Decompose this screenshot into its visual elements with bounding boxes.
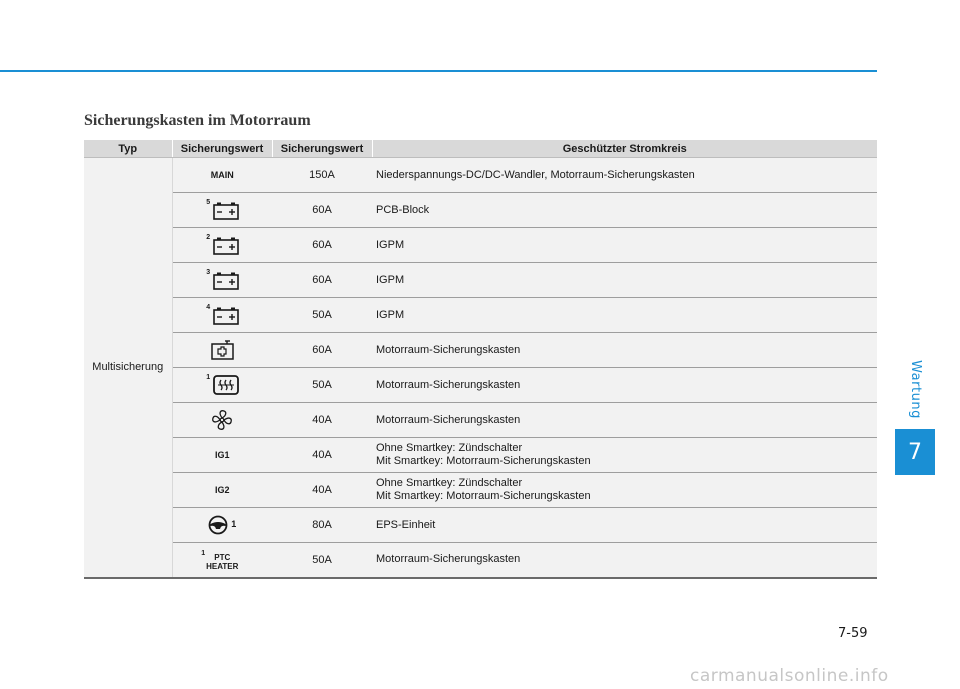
fuse-symbol <box>172 368 272 403</box>
symbol-superscript: 5 <box>206 199 211 206</box>
fuse-value: 60A <box>272 193 372 228</box>
fuse-table <box>84 140 877 579</box>
battery-icon <box>213 237 239 255</box>
symbol-superscript: 1 <box>206 374 211 381</box>
table-row <box>84 263 877 298</box>
circuit-text: Motorraum-Sicherungskasten <box>376 378 521 391</box>
steering-wheel-icon <box>208 515 228 535</box>
fuse-symbol <box>172 228 272 263</box>
circuit-text: Ohne Smartkey: Zündschalter <box>376 442 523 454</box>
circuit-text-line2: Mit Smartkey: Motorraum-Sicherungskasten <box>376 455 591 467</box>
top-rule <box>0 70 877 72</box>
fuse-symbol <box>172 508 272 543</box>
fuse-value: 60A <box>272 333 372 368</box>
symbol-superscript: 1 <box>201 549 206 557</box>
table-row <box>84 298 877 333</box>
fuse-symbol <box>172 438 272 473</box>
protected-circuit <box>372 368 877 403</box>
protected-circuit <box>372 403 877 438</box>
table-row <box>84 228 877 263</box>
protected-circuit <box>372 193 877 228</box>
header-geschuetzter-stromkreis: Geschützter Stromkreis <box>372 140 877 158</box>
circuit-text-line2: Mit Smartkey: Motorraum-Sicherungskasten <box>376 490 591 502</box>
symbol-label-line2: HEATER <box>206 561 239 571</box>
fuse-value: 50A <box>272 298 372 333</box>
fuse-symbol <box>172 473 272 508</box>
circuit-text: IGPM <box>376 273 405 286</box>
table-row <box>84 508 877 543</box>
fuse-symbol <box>172 193 272 228</box>
fuse-symbol <box>172 403 272 438</box>
circuit-text: PCB-Block <box>376 203 430 216</box>
fuse-value: 50A <box>272 543 372 578</box>
fuse-value: 150A <box>272 158 372 193</box>
fuse-value: 60A <box>272 263 372 298</box>
symbol-label: IG1 <box>214 450 230 460</box>
rear-defroster-icon <box>213 375 239 395</box>
protected-circuit <box>372 543 877 578</box>
symbol-superscript: 2 <box>206 234 211 241</box>
symbol-label: IG2 <box>214 485 230 495</box>
circuit-text: Motorraum-Sicherungskasten <box>376 553 521 566</box>
page-number: 7-59 <box>838 626 868 641</box>
chapter-number-box: 7 <box>895 429 935 475</box>
fuse-symbol <box>172 158 272 193</box>
symbol-superscript: 3 <box>206 269 211 276</box>
fuse-value: 60A <box>272 228 372 263</box>
symbol-superscript: 4 <box>206 304 211 311</box>
battery-icon <box>213 307 239 325</box>
blower-fan-icon <box>211 409 233 431</box>
chapter-side-label <box>895 349 935 429</box>
chapter-side-label-text: Wartung <box>907 359 923 419</box>
header-sicherungswert-2: Sicherungswert <box>272 140 372 158</box>
table-row <box>84 473 877 508</box>
section-title: Sicherungskasten im Motorraum <box>84 112 311 129</box>
battery-icon <box>213 272 239 290</box>
protected-circuit <box>372 333 877 368</box>
header-sicherungswert-1: Sicherungswert <box>172 140 272 158</box>
fuse-symbol <box>172 333 272 368</box>
symbol-label-line1: PTC <box>214 552 231 562</box>
table-row <box>84 543 877 578</box>
table-row <box>84 193 877 228</box>
table-row <box>84 438 877 473</box>
type-cell: Multisicherung <box>84 158 172 578</box>
protected-circuit <box>372 473 877 508</box>
protected-circuit <box>372 158 877 193</box>
battery-icon <box>213 202 239 220</box>
fuse-symbol <box>172 298 272 333</box>
fuse-symbol <box>172 263 272 298</box>
protected-circuit <box>372 263 877 298</box>
fuse-value: 40A <box>272 473 372 508</box>
protected-circuit <box>372 438 877 473</box>
fuse-value: 40A <box>272 403 372 438</box>
protected-circuit <box>372 228 877 263</box>
watermark: carmanualsonline.info <box>690 666 889 686</box>
fuse-value: 40A <box>272 438 372 473</box>
fuse-value: 80A <box>272 508 372 543</box>
circuit-text: Ohne Smartkey: Zündschalter <box>376 477 523 489</box>
symbol-suffix: 1 <box>231 519 237 529</box>
circuit-text: Motorraum-Sicherungskasten <box>376 413 521 426</box>
table-header-row <box>84 140 877 158</box>
engine-compartment-icon <box>211 340 235 360</box>
circuit-text: Motorraum-Sicherungskasten <box>376 343 521 356</box>
table-row <box>84 333 877 368</box>
protected-circuit <box>372 508 877 543</box>
circuit-text: Niederspannungs-DC/DC-Wandler, Motorraum-Sicherungskasten <box>376 168 695 181</box>
table-row <box>84 158 877 193</box>
protected-circuit <box>372 298 877 333</box>
table-row <box>84 403 877 438</box>
header-typ: Typ <box>84 140 172 158</box>
circuit-text: EPS-Einheit <box>376 518 436 531</box>
circuit-text: IGPM <box>376 308 405 321</box>
circuit-text: IGPM <box>376 238 405 251</box>
symbol-label: MAIN <box>210 170 234 180</box>
fuse-value: 50A <box>272 368 372 403</box>
table-row <box>84 368 877 403</box>
fuse-symbol <box>172 543 272 578</box>
